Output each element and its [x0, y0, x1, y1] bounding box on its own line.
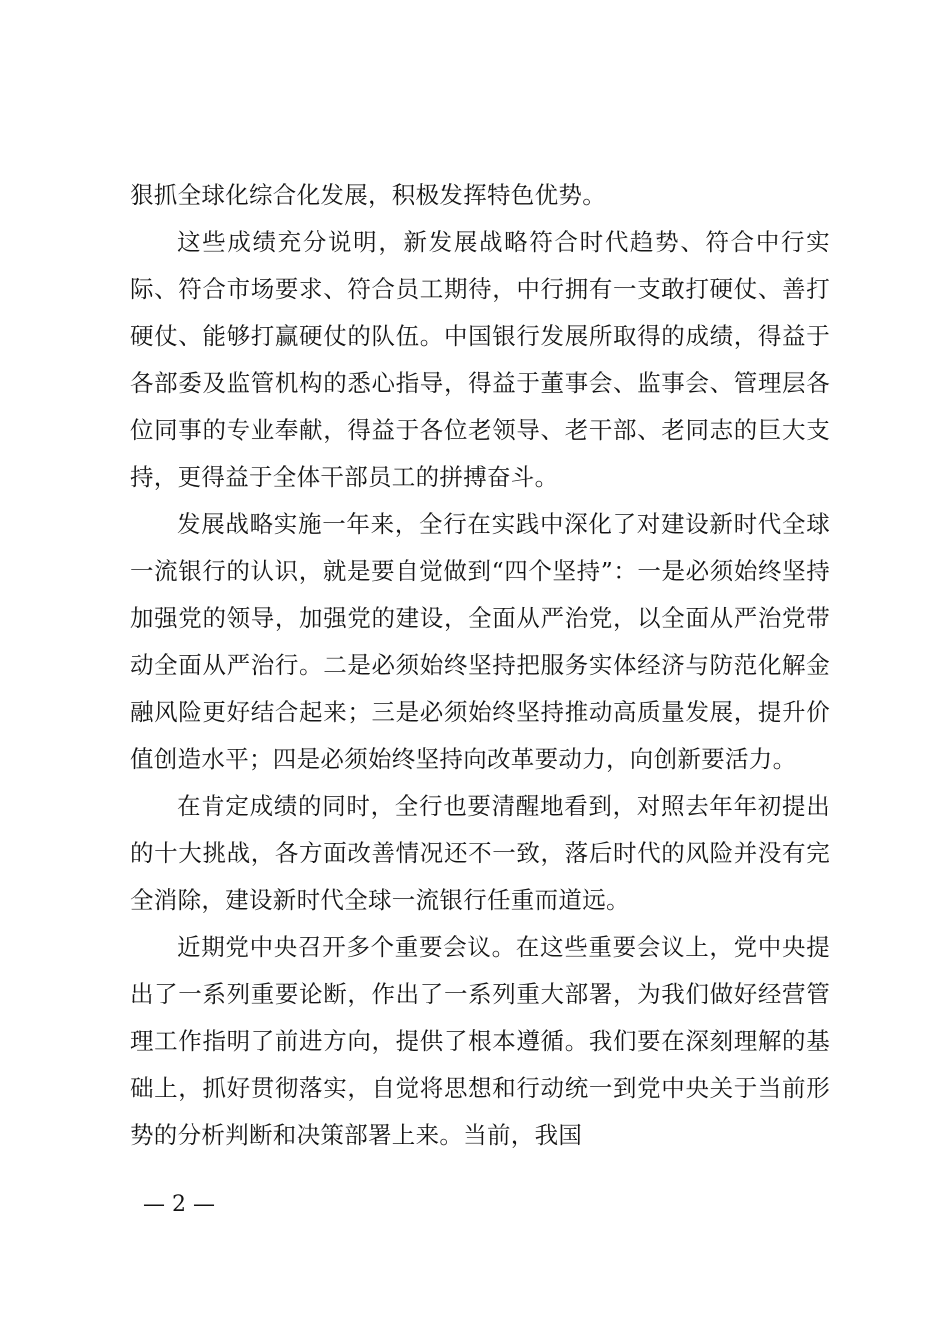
- paragraph-four-persistences: 发展战略实施一年来，全行在实践中深化了对建设新时代全球一流银行的认识，就是要自觉做到“四个坚持”：一是必须始终坚持加强党的领导，加强党的建设，全面从严治党，以全面从严治党带动全面从严治行。二是必须始终坚持把服务实体经济与防范化解金融风险更好结合起来；三是必须始终坚持推动高质量发展，提升价值创造水平；四是必须始终坚持向改革要动力，向创新要活力。: [130, 510, 830, 773]
- paragraph-continued: 狠抓全球化综合化发展，积极发挥特色优势。: [130, 181, 606, 209]
- paragraph-challenges: 在肯定成绩的同时，全行也要清醒地看到，对照去年年初提出的十大挑战，各方面改善情况还不一致，落后时代的风险并没有完全消除，建设新时代全球一流银行任重而道远。: [130, 792, 830, 914]
- page-number: — 2 —: [143, 1192, 215, 1217]
- body-text: [130, 172, 830, 1159]
- paragraph-central-meetings: 近期党中央召开多个重要会议。在这些重要会议上，党中央提出了一系列重要论断，作出了一系列重大部署，为我们做好经营管理工作指明了前进方向，提供了根本遵循。我们要在深刻理解的基础上，抓好贯彻落实，自觉将思想和行动统一到党中央关于当前形势的分析判断和决策部署上来。当前，我国: [130, 933, 830, 1149]
- paragraph-achievements: 这些成绩充分说明，新发展战略符合时代趋势、符合中行实际、符合市场要求、符合员工期待，中行拥有一支敢打硬仗、善打硬仗、能够打赢硬仗的队伍。中国银行发展所取得的成绩，得益于各部委及监管机构的悉心指导，得益于董事会、监事会、管理层各位同事的专业奉献，得益于各位老领导、老干部、老同志的巨大支持，更得益于全体干部员工的拼搏奋斗。: [130, 228, 830, 491]
